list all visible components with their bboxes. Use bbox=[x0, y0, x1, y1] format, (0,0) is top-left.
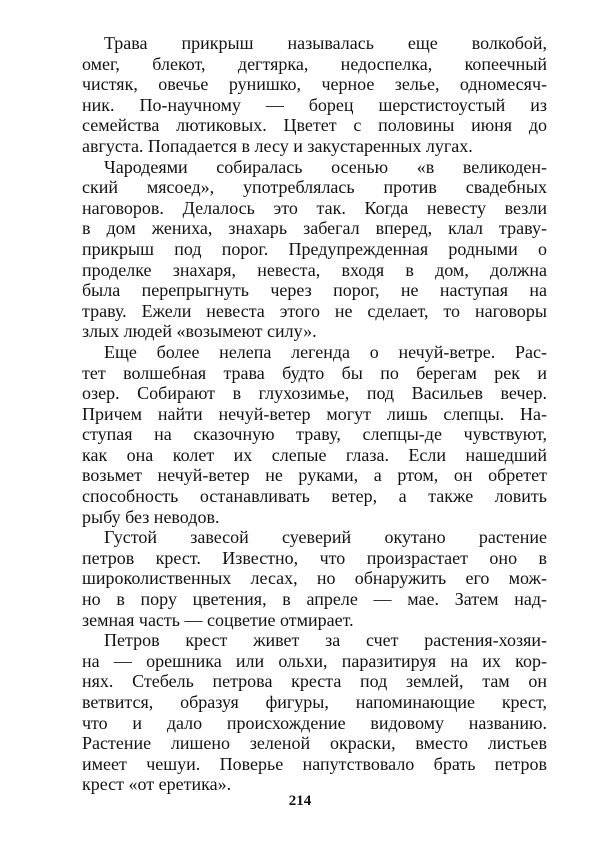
text-line: семейства лютиковых. Цветет с половины июня до bbox=[82, 115, 547, 136]
page-body-text bbox=[82, 33, 547, 795]
text-line: омег, блекот, дегтярка, недоспелка, копеечный bbox=[82, 53, 547, 74]
text-line: земная часть — соцветие отмирает. bbox=[82, 609, 354, 630]
text-line: возьмет нечуй-ветер не руками, а ртом, он обретет bbox=[82, 465, 547, 486]
text-line: рыбу без неводов. bbox=[82, 506, 220, 527]
text-line: но в пору цветения, в апреле — мае. Затем над- bbox=[82, 589, 547, 610]
text-line: способность останавливать ветер, а также ловить bbox=[82, 486, 547, 507]
text-line: что и дало происхождение видовому названию. bbox=[82, 712, 547, 733]
paragraph bbox=[82, 157, 547, 342]
text-line: злых людей «возымеют силу». bbox=[82, 321, 317, 342]
text-line: была перепрыгнуть через порог, не наступая на bbox=[82, 280, 547, 301]
text-line: тет волшебная трава будто бы по берегам рек и bbox=[82, 362, 547, 383]
paragraph bbox=[82, 630, 547, 795]
text-line: Петров крест живет за счет растения-хозяи- bbox=[104, 630, 547, 651]
page-number: 214 bbox=[288, 793, 312, 809]
text-line: ский мясоед», употреблялась против свадебных bbox=[82, 177, 547, 198]
paragraph bbox=[82, 527, 547, 630]
text-line: Густой завесой суеверий окутано растение bbox=[104, 527, 547, 548]
text-line: озер. Собирают в глухозимье, под Васильев вечер. bbox=[82, 383, 547, 404]
text-line: ветвится, образуя фигуры, напоминающие крест, bbox=[82, 692, 547, 712]
text-line: ник. По-научному — борец шерстистоустый из bbox=[82, 94, 547, 115]
paragraph bbox=[82, 342, 547, 527]
text-line: Трава прикрыш называлась еще волкобой, bbox=[104, 33, 547, 53]
text-line: ступая на сказочную траву, слепцы-де чувствуют, bbox=[82, 424, 547, 445]
text-line: наговоров. Делалось это так. Когда невесту везли bbox=[82, 197, 547, 218]
text-line: августа. Попадается в лесу и закустаренных лугах. bbox=[82, 135, 473, 156]
text-line: на — орешника или ольхи, паразитируя на их кор- bbox=[82, 650, 547, 671]
text-line: прикрыш под порог. Предупрежденная родными о bbox=[82, 238, 547, 259]
text-line: как она колет их слепые глаза. Если нашедший bbox=[82, 444, 547, 465]
text-line: нях. Стебель петрова креста под землей, там он bbox=[82, 671, 547, 692]
text-line: широколиственных лесах, но обнаружить его мож- bbox=[82, 568, 547, 589]
text-line: Растение лишено зеленой окраски, вместо листьев bbox=[82, 733, 547, 754]
paragraph bbox=[82, 33, 547, 157]
text-line: Еще более нелепа легенда о нечуй-ветре. Рас- bbox=[104, 341, 547, 362]
text-line: проделке знахаря, невеста, входя в дом, должна bbox=[82, 259, 547, 280]
text-line: Причем найти нечуй-ветер могут лишь слепцы. На- bbox=[82, 403, 547, 424]
text-line: петров крест. Известно, что произрастает оно в bbox=[82, 547, 547, 568]
text-line: траву. Ежели невеста этого не сделает, то наговоры bbox=[82, 300, 547, 321]
text-line: Чародеями собиралась осенью «в великоден- bbox=[104, 156, 547, 177]
text-line: крест «от еретика». bbox=[82, 774, 232, 795]
text-line: имеет чешуи. Поверье напутствовало брать петров bbox=[82, 753, 547, 774]
text-line: в дом жениха, знахарь забегал вперед, клал траву- bbox=[82, 218, 547, 239]
text-line: чистяк, овечье рунишко, черное зелье, одномесяч- bbox=[82, 74, 547, 95]
